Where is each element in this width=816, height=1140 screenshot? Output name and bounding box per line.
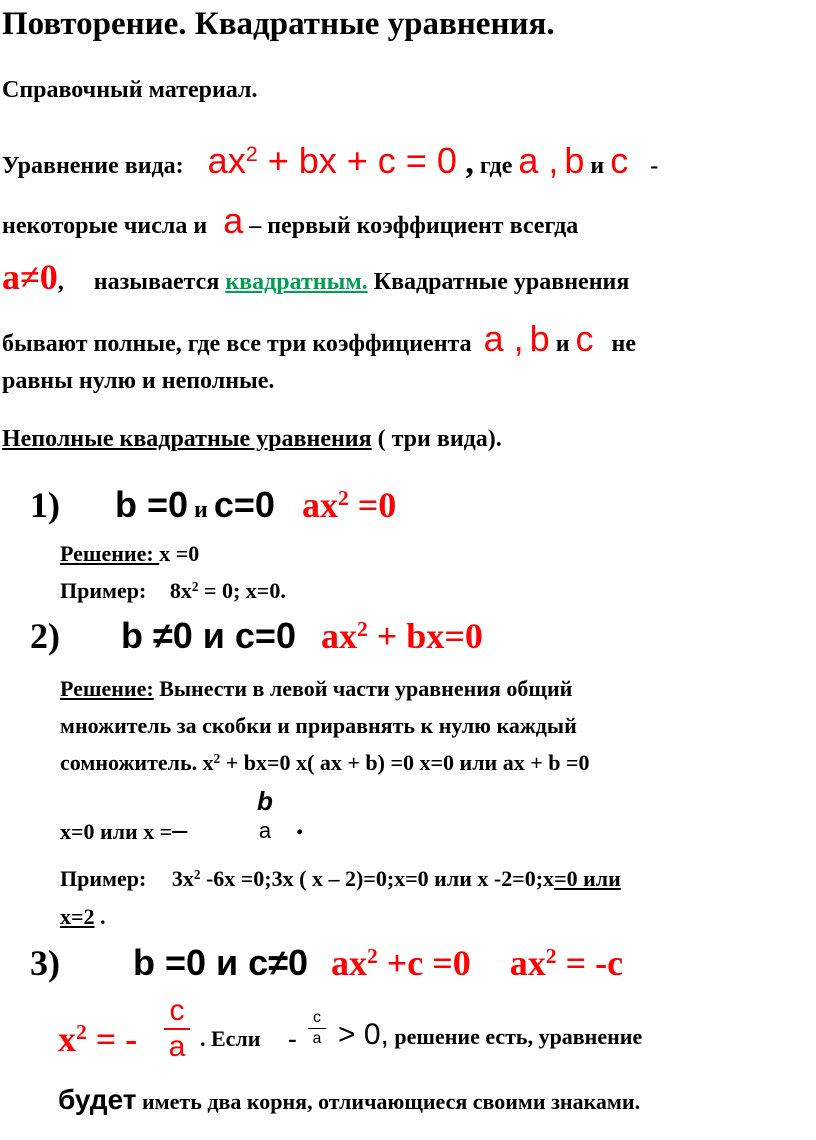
case-1-example: Пример: $8x^2 = 0$; x=0. [60,578,286,603]
case-2-solution-line-4: x=0 или x =– [60,813,188,846]
condition-a-nonzero: a≠0 [2,257,58,297]
intro-line-1: Уравнение вида: $ax^2$ + bx + c = 0 , где a , b и c - [2,140,659,181]
case-3-small-fraction: c a [308,1008,326,1049]
intro-line-5: равны нулю и неполные. [2,368,275,394]
case-3-equation-1: $ax^2 +c =0$ [330,943,471,983]
case-1-heading: 1) b =0 и c=0 $ax^2 =0$ [30,484,397,525]
case-3-fraction: c a [164,994,190,1064]
case-3-conclusion: будет иметь два корня, отличающиеся своими знаками. [58,1084,641,1115]
case-2-example: Пример: $3x^2$ -6x =0;3x ( x – 2)=0;x=0 или x -2=0;x=0 или [60,866,621,891]
case-3-x-squared: $x^2$ = - [58,1019,138,1059]
case-3-if: . Если [200,1026,261,1051]
case-1-equation: $ax^2 =0$ [301,485,397,525]
case-1-solution: Решение: x =0 [60,541,200,566]
case-3-equation-2: $ax^2 = -c$ [509,943,624,983]
case-2-fraction: b a [257,786,273,843]
case-2-heading: 2) b ≠0 и c=0 $ax^2 + bx=0$ [30,615,483,656]
case-2-solution-line-1: Решение: Вынести в левой части уравнения общий [60,676,573,701]
intro-line-3: a≠0, называется квадратным. Квадратные уравнения [2,257,630,297]
case-2-equation: $ax^2 + bx=0$ [320,616,483,656]
main-equation: $ax^2$ + bx + c = 0 [207,140,457,181]
case-3-heading: 3) b =0 и c≠0 $ax^2 +c =0$ $ax^2 = -c$ [30,942,624,983]
intro-line-2: некоторые числа и a – первый коэффициент всегда [2,200,579,241]
case-3-minus: - [288,1024,297,1053]
coef-a: a [518,140,539,181]
incomplete-heading: Неполные квадратные уравнения ( три вида). [2,426,502,452]
case-2-example-end: x=2 . [60,904,106,929]
intro-line-4: бывают полные, где все три коэффициента a , b и c не [2,318,636,359]
case-2-solution-line-3: сомножитель. $x^2 + bx=0$ x( ax + b) =0 x=0 или ax + b =0 [60,750,590,775]
term-quadratic: квадратным. [225,269,368,295]
case-2-solution-line-2: множитель за скобки и приравнять к нулю каждый [60,713,577,738]
coef-c: c [610,140,629,181]
page-subtitle: Справочный материал. [2,77,258,103]
coef-b: b [564,140,585,181]
page-title: Повторение. Квадратные уравнения. [2,6,555,42]
case-2-period: . [296,808,304,841]
intro-lead: Уравнение вида: [2,153,184,179]
case-3-gt-zero: > 0, решение есть, уравнение [338,1018,643,1051]
